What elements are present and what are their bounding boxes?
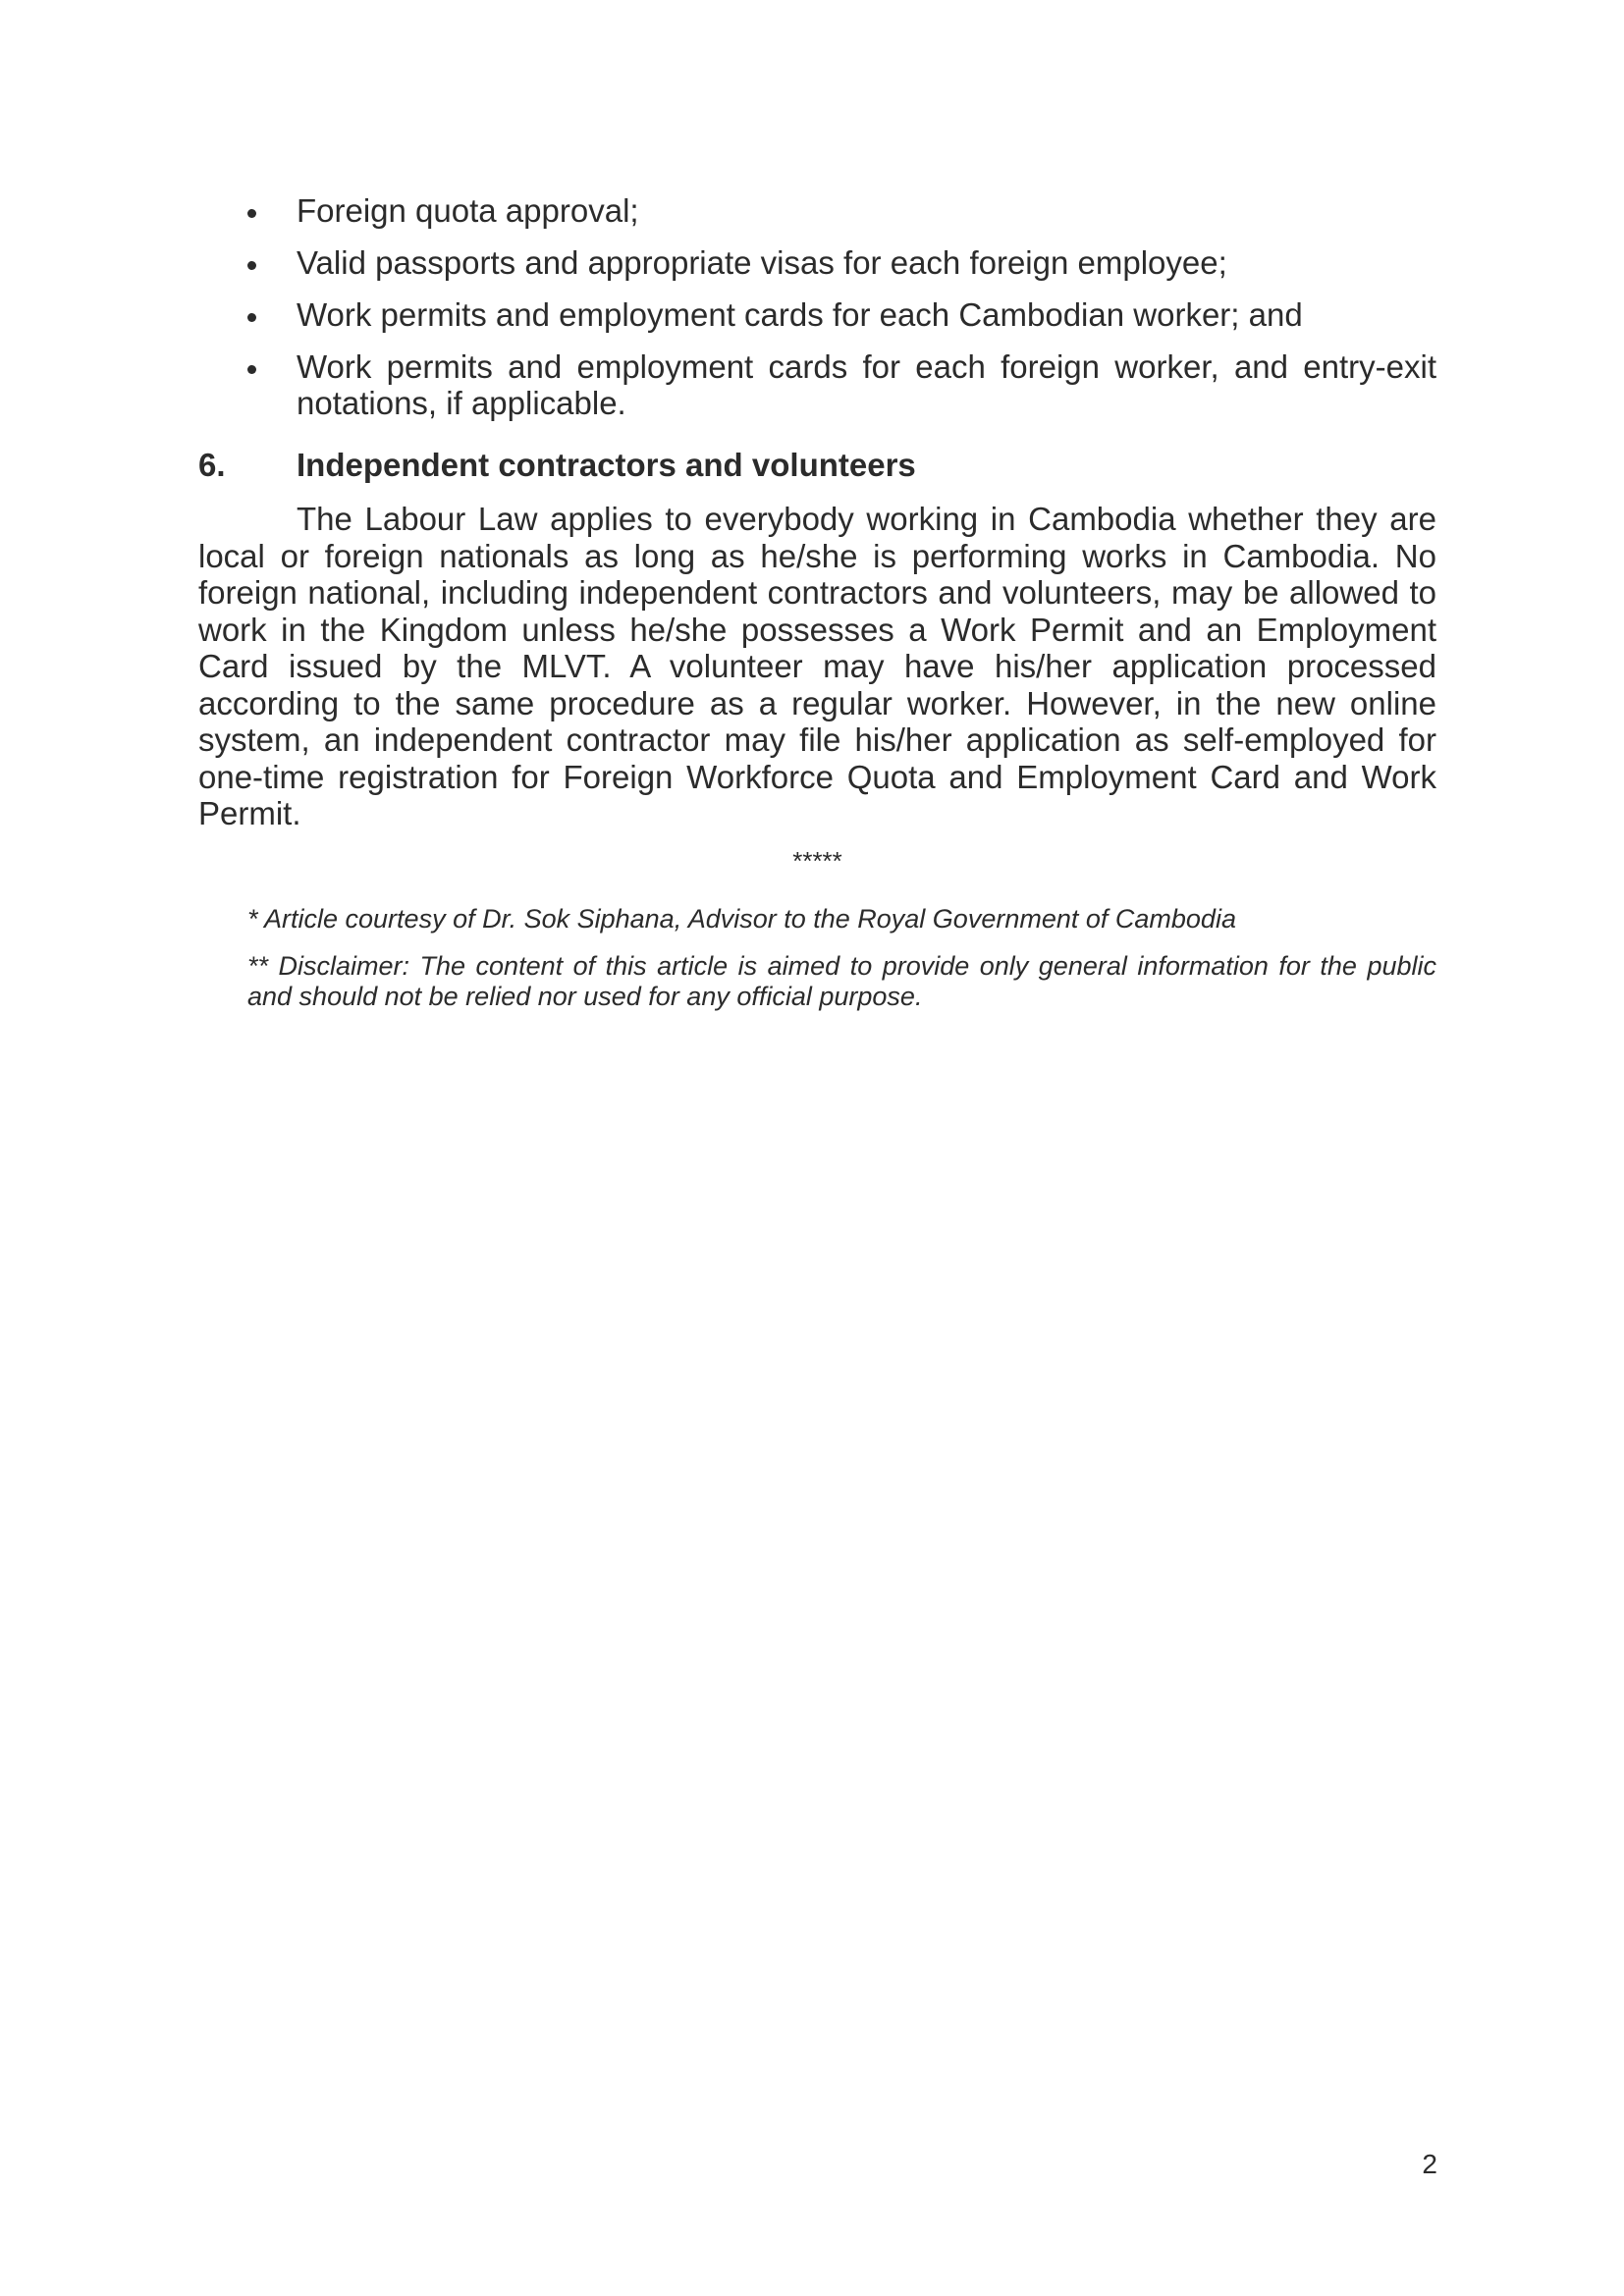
bullet-icon xyxy=(247,313,256,322)
separator: ***** xyxy=(792,846,842,876)
page-number: 2 xyxy=(1422,2149,1437,2179)
requirements-list xyxy=(243,192,1436,437)
list-item-text: Foreign quota approval; xyxy=(297,192,639,229)
list-item xyxy=(243,244,1436,281)
list-item xyxy=(243,192,1436,229)
list-item-text: Work permits and employment cards for each foreign worker, and entry-exit notations, if applicable. xyxy=(297,348,1436,421)
bullet-icon xyxy=(247,365,256,374)
section-heading xyxy=(198,447,1436,483)
footnote-disclaimer: ** Disclaimer: The content of this article is aimed to provide only general information for the public and should not be relied nor used for any official purpose. xyxy=(247,951,1436,1011)
section-title: Independent contractors and volunteers xyxy=(297,447,916,483)
list-item xyxy=(243,348,1436,421)
list-item xyxy=(243,296,1436,333)
bullet-icon xyxy=(247,261,256,270)
bullet-icon xyxy=(247,209,256,218)
section-number: 6. xyxy=(198,447,226,483)
list-item-text: Work permits and employment cards for each Cambodian worker; and xyxy=(297,296,1303,333)
section-body-paragraph: The Labour Law applies to everybody working in Cambodia whether they are local or foreign nationals as long as he/she is performing works in Cambodia. No foreign national, including independent contractors and volunteers, may be allowed to work in the Kingdom unless he/she possesses a Work Permit and an Employment Card issued by the MLVT. A volunteer may have his/her application processed according to the same procedure as a regular worker. However, in the new online system, an independent contractor may file his/her application as self-employed for one-time registration for Foreign Workforce Quota and Employment Card and Work Permit. xyxy=(198,501,1436,831)
footnote-courtesy: * Article courtesy of Dr. Sok Siphana, Advisor to the Royal Government of Cambodia xyxy=(247,904,1236,934)
list-item-text: Valid passports and appropriate visas for each foreign employee; xyxy=(297,244,1227,281)
